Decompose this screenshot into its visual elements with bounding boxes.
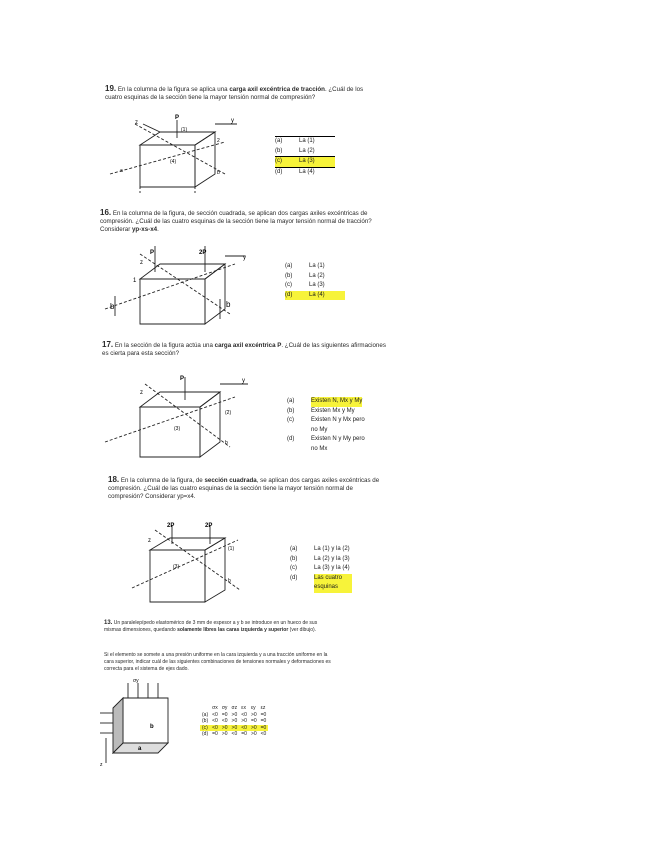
column-figure-16 — [100, 244, 260, 339]
svg-text:1: 1 — [133, 278, 137, 284]
table-row[interactable]: (d) =0 >0 <0 =0 >0 <0 — [202, 731, 267, 738]
svg-text:(3): (3) — [173, 564, 180, 570]
svg-text:z: z — [100, 762, 103, 768]
question-number: 17. — [102, 340, 114, 349]
question-18-options — [290, 545, 352, 593]
svg-text:z: z — [140, 390, 143, 396]
svg-text:σy: σy — [133, 678, 139, 684]
svg-text:2P: 2P — [205, 523, 213, 529]
option-c[interactable]: (c) La (3) — [275, 156, 335, 168]
svg-text:(1): (1) — [228, 546, 235, 552]
svg-text:z: z — [148, 538, 151, 544]
option-b[interactable]: (b) La (2) — [285, 272, 325, 279]
svg-text:z: z — [135, 120, 138, 126]
question-13-paragraph: Si el elemento se somete a una presión uniforme en la cara izquierda y a una tracción uniforme en la cara superior, indicar cuál de las siguientes combinaciones de tensiones normales y deformaciones es correcta para el sistema de ejes dado. — [104, 652, 331, 672]
option-b[interactable]: (b) Existen Mx y My — [287, 407, 355, 414]
question-16-options — [285, 262, 345, 300]
svg-text:b: b — [226, 300, 231, 309]
question-number: 19. — [105, 84, 117, 93]
option-c[interactable]: (c) La (3) y la (4) — [290, 565, 350, 571]
svg-text:b: b — [110, 302, 115, 311]
svg-text:b: b — [225, 440, 228, 446]
option-a[interactable]: (a) La (1) — [275, 136, 335, 147]
option-d[interactable]: (d) Las cuatro esquinas — [290, 574, 352, 593]
svg-text:(2): (2) — [225, 410, 232, 416]
answer-table-13 — [200, 705, 268, 738]
question-19-options — [275, 136, 335, 177]
option-b[interactable]: (b) La (2) y la (3) — [290, 555, 350, 562]
option-d[interactable]: (d) La (4) — [285, 291, 345, 301]
svg-text:2P: 2P — [199, 250, 207, 256]
svg-text:2: 2 — [217, 138, 220, 144]
svg-text:(4): (4) — [170, 159, 177, 165]
option-c[interactable]: (c) Existen N y Mx pero no My — [287, 417, 365, 433]
table-row[interactable]: (a) <0 =0 >0 <0 >0 =0 — [202, 711, 267, 718]
svg-text:b: b — [150, 724, 154, 730]
elastomer-figure-13 — [98, 678, 188, 768]
svg-text:b: b — [217, 170, 220, 176]
svg-text:a: a — [138, 746, 142, 752]
option-a[interactable]: (a) La (1) — [285, 263, 325, 269]
question-number: 13. — [104, 620, 113, 626]
svg-text:P: P — [150, 250, 155, 256]
option-a[interactable]: (a) La (1) y la (2) — [290, 546, 350, 552]
svg-text:(1): (1) — [181, 127, 188, 133]
svg-text:(3): (3) — [174, 426, 181, 432]
table-header: σx σy σz εx εy εz — [212, 705, 266, 712]
svg-text:P: P — [175, 115, 180, 121]
question-17-text: 17. En la sección de la figura actúa una carga axil excéntrica P. ¿Cuál de las siguientes afirmaciones es cierta para esta sección? — [102, 340, 386, 357]
table-row[interactable]: (b) <0 <0 >0 >0 =0 =0 — [202, 718, 267, 725]
question-number: 16. — [100, 208, 112, 217]
column-figure-18 — [130, 520, 255, 610]
svg-text:2P: 2P — [167, 523, 175, 529]
column-figure-17 — [100, 372, 260, 467]
option-b[interactable]: (b) La (2) — [275, 147, 315, 154]
table-row[interactable]: (c) <0 >0 >0 <0 >0 =0 — [202, 724, 267, 731]
question-13-text: 13. Un paralelepípedo elastomérico de 3 mm de espesor a y b se introduce en un hueco de sus mismas dimensiones, quedando solamente libres las caras izquierda y superior (ver dibujo). — [104, 620, 318, 633]
svg-text:P: P — [180, 376, 185, 382]
svg-text:b: b — [228, 578, 231, 584]
question-16-text: 16. En la columna de la figura, de sección cuadrada, se aplican dos cargas axiles excéntricas de compresión. ¿Cuál de las cuatro esquinas de la sección tiene la mayor tensión normal de tracción? Considerar yp-xs-x4. — [100, 208, 372, 233]
question-18-text: 18. En la columna de la figura, de sección cuadrada, se aplican dos cargas axiles excéntricas de compresión. ¿Cuál de las cuatro esquinas de la sección tiene la mayor tensión normal de compresión? Considerar yp=x4. — [108, 475, 380, 500]
svg-text:y: y — [231, 118, 234, 124]
svg-text:y: y — [243, 255, 246, 261]
question-19-text: 19. En la columna de la figura se aplica una carga axil excéntrica de tracción. ¿Cuál de los cuatro esquinas de la sección tiene la mayor tensión normal de compresión? — [105, 84, 364, 101]
question-number: 18. — [108, 475, 120, 484]
svg-text:y: y — [242, 378, 245, 384]
column-figure-19 — [105, 112, 255, 207]
option-d[interactable]: (d) La (4) — [275, 168, 315, 175]
question-17-options — [287, 397, 382, 454]
option-d[interactable]: (d) Existen N y My pero no Mx — [287, 436, 365, 452]
svg-text:a: a — [120, 168, 123, 174]
svg-text:z: z — [140, 260, 143, 266]
option-a[interactable]: (a) Existen N, Mx y My — [287, 397, 382, 407]
option-c[interactable]: (c) La (3) — [285, 282, 325, 288]
